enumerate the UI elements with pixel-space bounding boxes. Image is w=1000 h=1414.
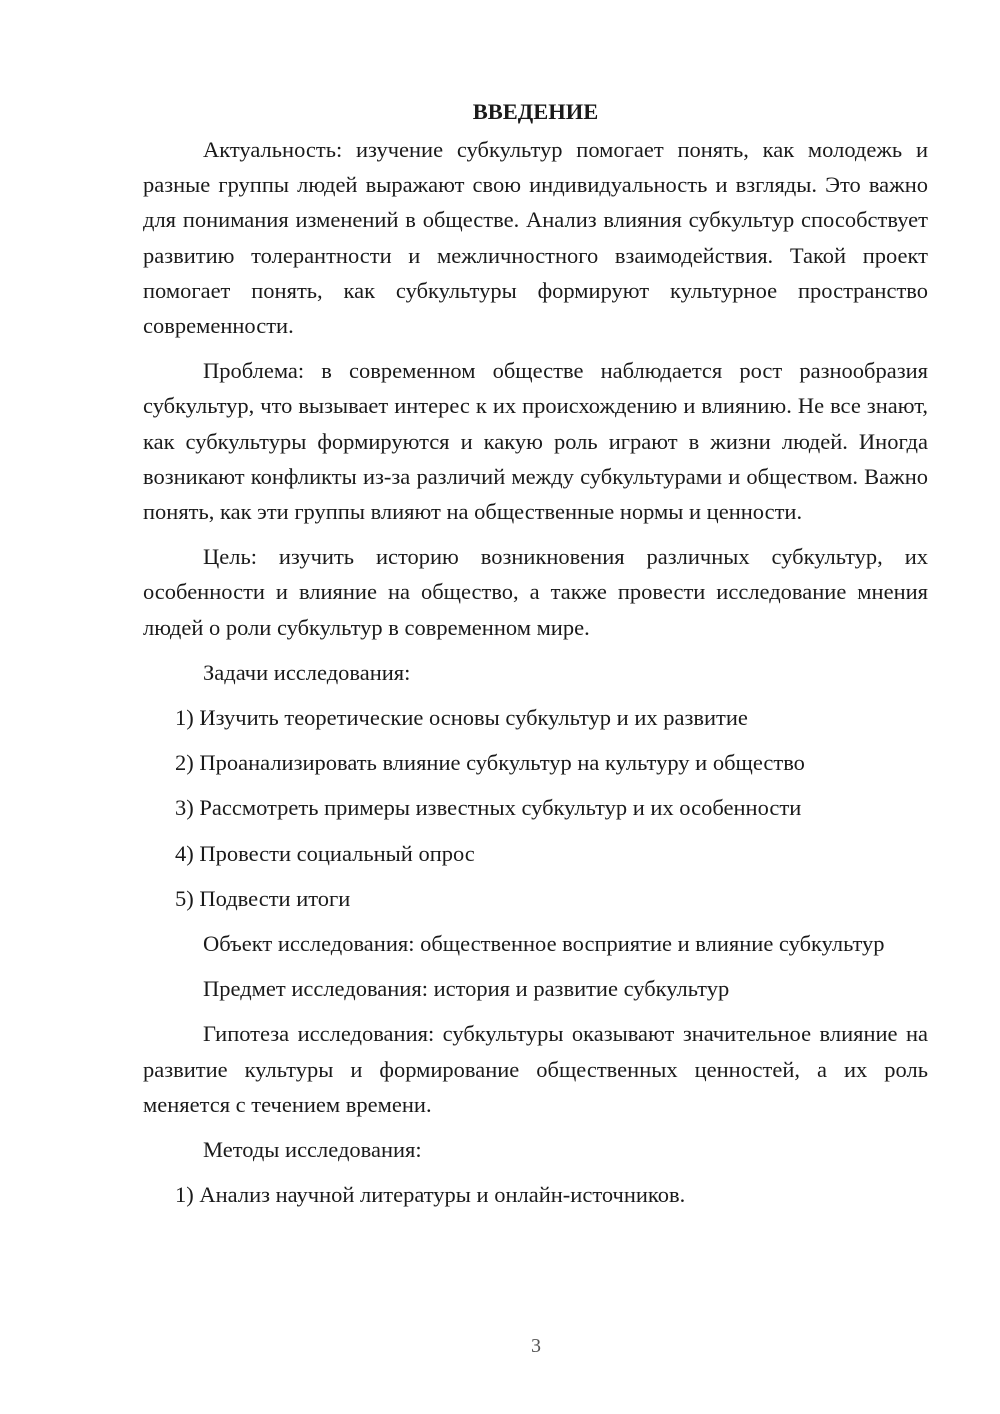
page-number: 3 xyxy=(531,1335,541,1357)
list-item: 5) Подвести итоги xyxy=(175,885,351,911)
tasks-heading: Задачи исследования: xyxy=(203,659,411,685)
object-paragraph: Объект исследования: общественное восприятие и влияние субкультур xyxy=(203,931,885,957)
list-item: 1) Анализ научной литературы и онлайн-источников. xyxy=(175,1182,686,1208)
subject-paragraph: Предмет исследования: история и развитие субкультур xyxy=(203,976,730,1002)
problem-paragraph: Проблема: в современном обществе наблюдается рост разнообразия субкультур, что вызывает интерес к их происхождению и влиянию. Не все знают, как субкультуры формируются и какую роль играют в жизни людей. Иногда возникают конфликты из-за различий между субкультурами и обществом. Важно понять, как эти группы влияют на общественные нормы и ценности. xyxy=(143,358,928,525)
list-item: 2) Проанализировать влияние субкультур на культуру и общество xyxy=(175,750,805,776)
relevance-paragraph: Актуальность: изучение субкультур помогает понять, как молодежь и разные группы людей выражают свою индивидуальность и взгляды. Это важно для понимания изменений в обществе. Анализ влияния субкультур способствует развитию толерантности и межличностного взаимодействия. Такой проект помогает понять, как субкультуры формируют культурное пространство современности. xyxy=(143,137,928,339)
methods-heading: Методы исследования: xyxy=(203,1137,422,1163)
list-item: 4) Провести социальный опрос xyxy=(175,840,475,866)
hypothesis-paragraph: Гипотеза исследования: субкультуры оказывают значительное влияние на развитие культуры и формирование общественных ценностей, а их роль меняется с течением времени. xyxy=(143,1021,928,1117)
goal-paragraph: Цель: изучить историю возникновения различных субкультур, их особенности и влияние на общество, а также провести исследование мнения людей о роли субкультур в современном мире. xyxy=(143,544,928,640)
list-item: 1) Изучить теоретические основы субкультур и их развитие xyxy=(175,705,748,731)
document-page xyxy=(143,94,928,1222)
section-title: ВВЕДЕНИЕ xyxy=(472,99,599,124)
methods-list xyxy=(143,1177,928,1212)
tasks-list xyxy=(143,700,928,916)
list-item: 3) Рассмотреть примеры известных субкультур и их особенности xyxy=(175,795,802,821)
